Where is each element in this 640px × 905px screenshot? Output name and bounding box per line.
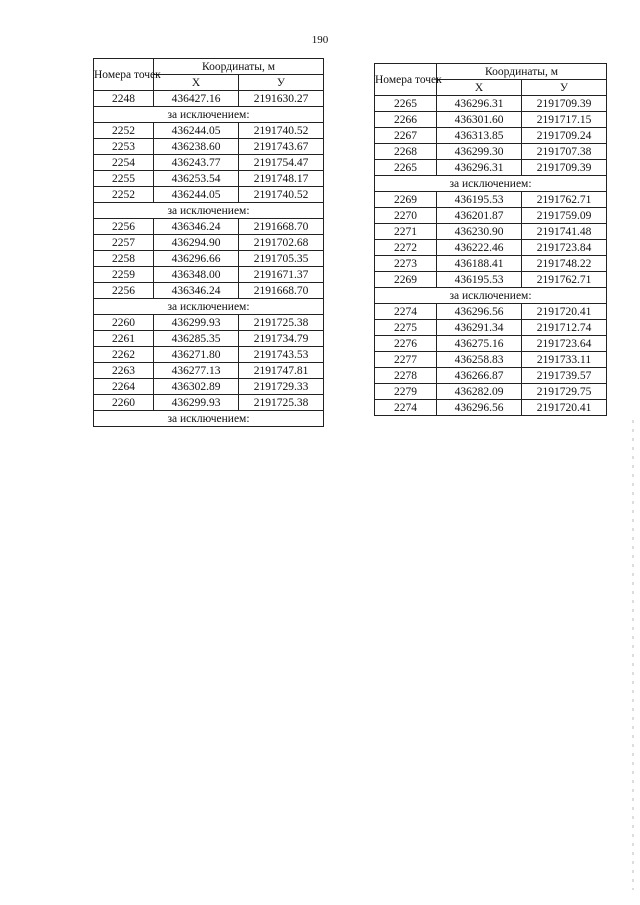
table-row — [375, 96, 607, 112]
table-row — [94, 187, 324, 203]
exclusion-row — [94, 107, 324, 123]
x-coordinate-cell: 436275.16 — [437, 336, 522, 352]
y-coordinate-cell: 2191759.09 — [522, 208, 607, 224]
x-coordinate-cell: 436282.09 — [437, 384, 522, 400]
x-coordinate-cell: 436195.53 — [437, 272, 522, 288]
x-coordinate-cell: 436299.93 — [154, 395, 239, 411]
point-number-cell: 2252 — [94, 123, 154, 139]
exclusion-row — [94, 203, 324, 219]
x-coordinate-cell: 436244.05 — [154, 187, 239, 203]
point-number-cell: 2269 — [375, 272, 437, 288]
y-coordinate-cell: 2191717.15 — [522, 112, 607, 128]
point-number-cell: 2257 — [94, 235, 154, 251]
exclusion-label: за исключением: — [94, 203, 324, 219]
table-row — [94, 155, 324, 171]
table-row — [94, 235, 324, 251]
point-number-cell: 2263 — [94, 363, 154, 379]
point-number-cell: 2271 — [375, 224, 437, 240]
y-coordinate-cell: 2191762.71 — [522, 272, 607, 288]
header-point-numbers: Номера точек — [375, 64, 437, 96]
x-coordinate-cell: 436302.89 — [154, 379, 239, 395]
table-row — [375, 368, 607, 384]
y-coordinate-cell: 2191739.57 — [522, 368, 607, 384]
table-row — [375, 160, 607, 176]
table-row — [375, 192, 607, 208]
table-row — [375, 336, 607, 352]
table-row — [375, 320, 607, 336]
y-coordinate-cell: 2191725.38 — [239, 315, 324, 331]
x-coordinate-cell: 436299.30 — [437, 144, 522, 160]
x-coordinate-cell: 436294.90 — [154, 235, 239, 251]
x-coordinate-cell: 436301.60 — [437, 112, 522, 128]
exclusion-label: за исключением: — [94, 299, 324, 315]
x-coordinate-cell: 436222.46 — [437, 240, 522, 256]
y-coordinate-cell: 2191762.71 — [522, 192, 607, 208]
x-coordinate-cell: 436244.05 — [154, 123, 239, 139]
table-row — [375, 384, 607, 400]
header-y: У — [522, 80, 607, 96]
point-number-cell: 2255 — [94, 171, 154, 187]
x-coordinate-cell: 436285.35 — [154, 331, 239, 347]
y-coordinate-cell: 2191720.41 — [522, 400, 607, 416]
y-coordinate-cell: 2191709.24 — [522, 128, 607, 144]
point-number-cell: 2266 — [375, 112, 437, 128]
table-row — [375, 144, 607, 160]
y-coordinate-cell: 2191743.67 — [239, 139, 324, 155]
y-coordinate-cell: 2191733.11 — [522, 352, 607, 368]
point-number-cell: 2258 — [94, 251, 154, 267]
table-row — [94, 331, 324, 347]
x-coordinate-cell: 436296.66 — [154, 251, 239, 267]
point-number-cell: 2270 — [375, 208, 437, 224]
table-row — [94, 315, 324, 331]
table-row — [375, 304, 607, 320]
point-number-cell: 2279 — [375, 384, 437, 400]
y-coordinate-cell: 2191743.53 — [239, 347, 324, 363]
header-coordinates: Координаты, м — [154, 59, 324, 75]
header-x: Х — [437, 80, 522, 96]
x-coordinate-cell: 436313.85 — [437, 128, 522, 144]
header-y: У — [239, 75, 324, 91]
point-number-cell: 2276 — [375, 336, 437, 352]
table-row — [375, 352, 607, 368]
point-number-cell: 2265 — [375, 160, 437, 176]
point-number-cell: 2268 — [375, 144, 437, 160]
y-coordinate-cell: 2191712.74 — [522, 320, 607, 336]
coordinates-table-left — [93, 58, 324, 427]
y-coordinate-cell: 2191747.81 — [239, 363, 324, 379]
x-coordinate-cell: 436296.31 — [437, 160, 522, 176]
point-number-cell: 2278 — [375, 368, 437, 384]
point-number-cell: 2248 — [94, 91, 154, 107]
exclusion-label: за исключением: — [94, 411, 324, 427]
table-row — [375, 208, 607, 224]
page-number: 190 — [311, 34, 329, 46]
point-number-cell: 2275 — [375, 320, 437, 336]
x-coordinate-cell: 436258.83 — [437, 352, 522, 368]
table-row — [375, 128, 607, 144]
exclusion-row — [94, 299, 324, 315]
x-coordinate-cell: 436253.54 — [154, 171, 239, 187]
point-number-cell: 2273 — [375, 256, 437, 272]
point-number-cell: 2272 — [375, 240, 437, 256]
table-row — [94, 395, 324, 411]
y-coordinate-cell: 2191702.68 — [239, 235, 324, 251]
point-number-cell: 2274 — [375, 400, 437, 416]
y-coordinate-cell: 2191630.27 — [239, 91, 324, 107]
point-number-cell: 2253 — [94, 139, 154, 155]
table-row — [94, 91, 324, 107]
exclusion-row — [375, 288, 607, 304]
point-number-cell: 2260 — [94, 315, 154, 331]
y-coordinate-cell: 2191729.75 — [522, 384, 607, 400]
header-coordinates: Координаты, м — [437, 64, 607, 80]
x-coordinate-cell: 436346.24 — [154, 219, 239, 235]
table-body — [375, 96, 607, 416]
table-row — [94, 171, 324, 187]
point-number-cell: 2256 — [94, 283, 154, 299]
y-coordinate-cell: 2191740.52 — [239, 187, 324, 203]
table-row — [375, 256, 607, 272]
table-row — [375, 112, 607, 128]
x-coordinate-cell: 436238.60 — [154, 139, 239, 155]
x-coordinate-cell: 436296.56 — [437, 400, 522, 416]
table-row — [94, 219, 324, 235]
x-coordinate-cell: 436230.90 — [437, 224, 522, 240]
table-row — [94, 251, 324, 267]
y-coordinate-cell: 2191723.64 — [522, 336, 607, 352]
y-coordinate-cell: 2191734.79 — [239, 331, 324, 347]
x-coordinate-cell: 436271.80 — [154, 347, 239, 363]
table-row — [94, 379, 324, 395]
header-x: Х — [154, 75, 239, 91]
y-coordinate-cell: 2191671.37 — [239, 267, 324, 283]
table-row — [375, 400, 607, 416]
table-body — [94, 91, 324, 427]
y-coordinate-cell: 2191725.38 — [239, 395, 324, 411]
point-number-cell: 2277 — [375, 352, 437, 368]
x-coordinate-cell: 436348.00 — [154, 267, 239, 283]
y-coordinate-cell: 2191754.47 — [239, 155, 324, 171]
y-coordinate-cell: 2191707.38 — [522, 144, 607, 160]
header-point-numbers: Номера точек — [94, 59, 154, 91]
x-coordinate-cell: 436201.87 — [437, 208, 522, 224]
point-number-cell: 2274 — [375, 304, 437, 320]
y-coordinate-cell: 2191748.17 — [239, 171, 324, 187]
y-coordinate-cell: 2191709.39 — [522, 160, 607, 176]
x-coordinate-cell: 436291.34 — [437, 320, 522, 336]
exclusion-label: за исключением: — [94, 107, 324, 123]
x-coordinate-cell: 436195.53 — [437, 192, 522, 208]
x-coordinate-cell: 436243.77 — [154, 155, 239, 171]
x-coordinate-cell: 436277.13 — [154, 363, 239, 379]
exclusion-label: за исключением: — [375, 176, 607, 192]
table-row — [94, 363, 324, 379]
y-coordinate-cell: 2191741.48 — [522, 224, 607, 240]
y-coordinate-cell: 2191729.33 — [239, 379, 324, 395]
y-coordinate-cell: 2191668.70 — [239, 219, 324, 235]
point-number-cell: 2259 — [94, 267, 154, 283]
table-row — [375, 240, 607, 256]
exclusion-row — [375, 176, 607, 192]
table-row — [375, 224, 607, 240]
point-number-cell: 2262 — [94, 347, 154, 363]
scan-edge-artifact — [632, 420, 634, 890]
coordinates-table-right — [374, 63, 607, 416]
y-coordinate-cell: 2191709.39 — [522, 96, 607, 112]
table-row — [94, 123, 324, 139]
point-number-cell: 2254 — [94, 155, 154, 171]
point-number-cell: 2267 — [375, 128, 437, 144]
y-coordinate-cell: 2191705.35 — [239, 251, 324, 267]
table-row — [94, 267, 324, 283]
table-row — [375, 272, 607, 288]
y-coordinate-cell: 2191748.22 — [522, 256, 607, 272]
point-number-cell: 2269 — [375, 192, 437, 208]
point-number-cell: 2252 — [94, 187, 154, 203]
point-number-cell: 2256 — [94, 219, 154, 235]
x-coordinate-cell: 436346.24 — [154, 283, 239, 299]
x-coordinate-cell: 436299.93 — [154, 315, 239, 331]
exclusion-label: за исключением: — [375, 288, 607, 304]
table-row — [94, 283, 324, 299]
x-coordinate-cell: 436296.31 — [437, 96, 522, 112]
y-coordinate-cell: 2191723.84 — [522, 240, 607, 256]
x-coordinate-cell: 436427.16 — [154, 91, 239, 107]
table-row — [94, 139, 324, 155]
point-number-cell: 2260 — [94, 395, 154, 411]
y-coordinate-cell: 2191668.70 — [239, 283, 324, 299]
y-coordinate-cell: 2191720.41 — [522, 304, 607, 320]
x-coordinate-cell: 436188.41 — [437, 256, 522, 272]
point-number-cell: 2264 — [94, 379, 154, 395]
exclusion-row — [94, 411, 324, 427]
x-coordinate-cell: 436296.56 — [437, 304, 522, 320]
point-number-cell: 2265 — [375, 96, 437, 112]
x-coordinate-cell: 436266.87 — [437, 368, 522, 384]
point-number-cell: 2261 — [94, 331, 154, 347]
table-row — [94, 347, 324, 363]
y-coordinate-cell: 2191740.52 — [239, 123, 324, 139]
